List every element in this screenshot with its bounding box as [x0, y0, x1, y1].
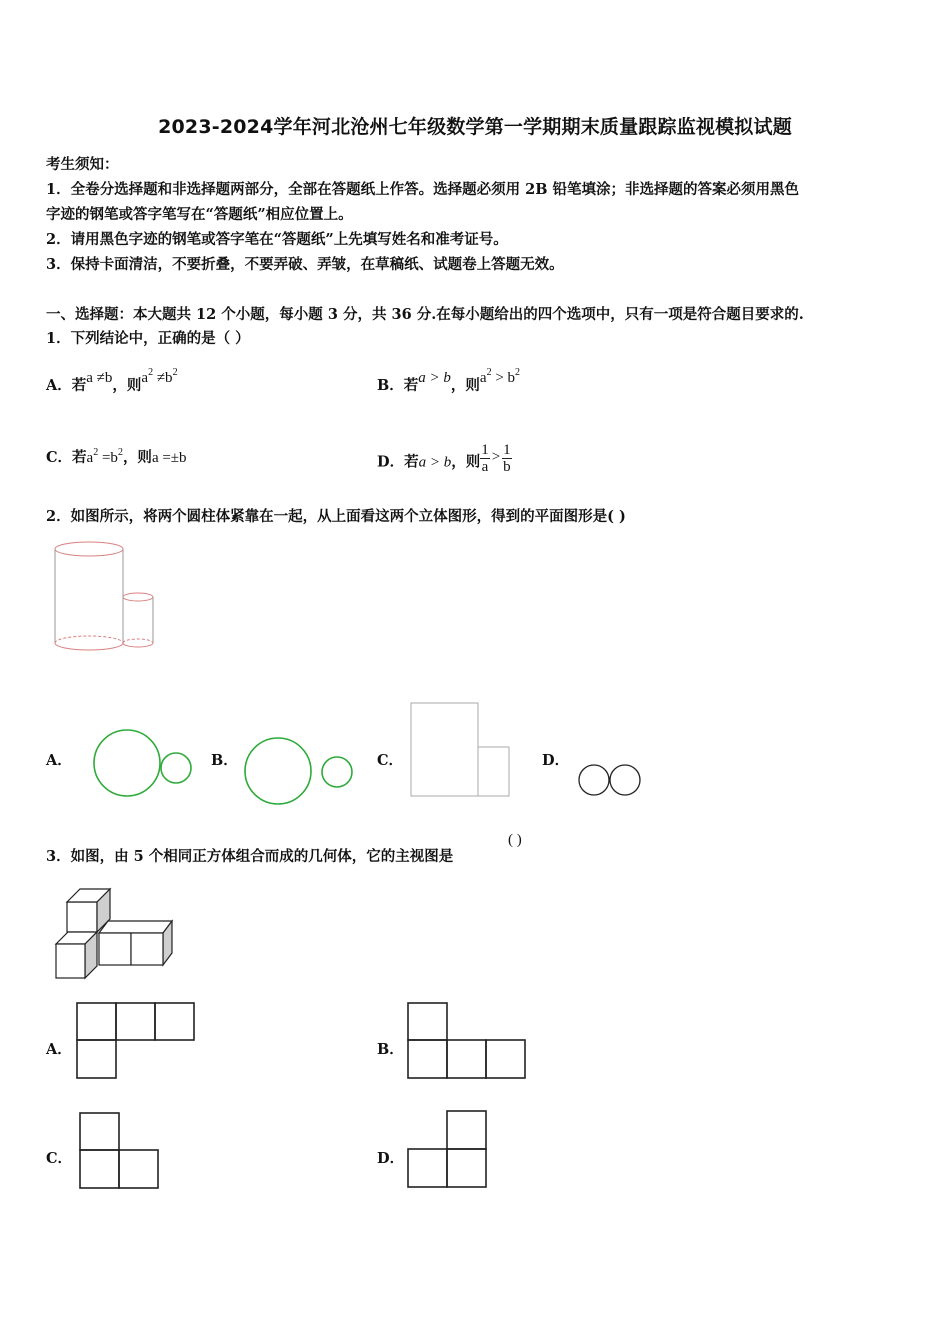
- q1-c-cond: $a^2 =b^2$: [86, 447, 123, 466]
- q1-d-cond: a > b: [418, 454, 452, 471]
- q1-option-b: [377, 367, 521, 395]
- q2-c-label: C．: [377, 752, 404, 769]
- q1-a-cond: a ≠b: [86, 370, 113, 386]
- q2-cylinders-figure: [48, 537, 163, 659]
- notice-line-2: 2．请用黑色字迹的钢笔或答字笔在“答题纸”上先填写姓名和准考证号。: [46, 231, 508, 248]
- q3-d-label: D．: [377, 1150, 405, 1167]
- q3-option-b-figure: [406, 1001, 530, 1081]
- large-cylinder-bottom-back: [55, 636, 123, 643]
- notice-line-1b: 字迹的钢笔或答字笔写在“答题纸”相应位置上。: [46, 206, 353, 223]
- q3-b-label: B．: [377, 1041, 404, 1058]
- q1-d-label: D．若: [377, 453, 419, 471]
- q1-option-a: [46, 367, 178, 395]
- q1-d-gt: >: [491, 448, 501, 465]
- q1-b-cond: a > b: [418, 370, 451, 386]
- small-cylinder-top: [123, 593, 153, 601]
- q2-option-b-figure: [242, 735, 357, 807]
- section-heading: 一、选择题：本大题共 12 个小题，每小题 3 分，共 36 分.在每小题给出的四个选项中，只有一项是符合题目要求的.: [46, 306, 804, 323]
- q1-c-result: a =±b: [151, 450, 187, 466]
- q3-c-label: C．: [46, 1150, 73, 1167]
- q3-a-label: A．: [46, 1041, 72, 1058]
- notice-line-1a: 1．全卷分选择题和非选择题两部分，全部在答题纸上作答。选择题必须用 2B 铅笔填涂；非选择题的答案必须用黑色: [46, 181, 800, 198]
- q2-option-a-figure: [90, 727, 195, 799]
- q3-stem: 3．如图，由 5 个相同正方体组合而成的几何体，它的主视图是: [46, 848, 454, 865]
- q2-d-label: D．: [542, 752, 570, 769]
- q1-d-fraction-2: $\frac{1}{b}$: [503, 442, 511, 475]
- large-cylinder-bottom-front: [55, 643, 123, 650]
- q1-d-then: ，则: [451, 453, 481, 471]
- q1-option-c: [46, 446, 187, 467]
- q1-a-then: ，则: [112, 377, 142, 394]
- q1-stem: 1．下列结论中，正确的是（ ）: [46, 330, 250, 347]
- q1-d-fraction-1: $\frac{1}{a}$: [481, 442, 489, 475]
- q3-answer-paren: ( ): [508, 832, 522, 848]
- large-cylinder-top: [55, 542, 123, 556]
- q2-option-c-figure: [408, 700, 512, 800]
- small-cylinder-bottom-front: [123, 643, 153, 647]
- q1-a-result: $a^2 \ne b^2$: [141, 367, 178, 386]
- q2-option-d-figure: [576, 762, 646, 800]
- q2-stem: 2．如图所示，将两个圆柱体紧靠在一起，从上面看这两个立体图形，得到的平面图形是( ): [46, 508, 626, 525]
- q1-a-label: A．若: [46, 377, 87, 394]
- q3-cubes-figure: [52, 886, 180, 981]
- q3-option-a-figure: [75, 1001, 197, 1081]
- page-title: 2023-2024学年河北沧州七年级数学第一学期期末质量跟踪监视模拟试题: [158, 116, 792, 138]
- q3-option-c-figure: [78, 1111, 162, 1191]
- q1-c-then: ，则: [122, 449, 152, 466]
- q1-b-result: $a^2 > b^2$: [479, 367, 521, 386]
- q1-c-label: C．若: [46, 449, 87, 466]
- q2-a-label: A．: [46, 752, 72, 769]
- small-cylinder-bottom-back: [123, 639, 153, 643]
- notice-heading: 考生须知：: [46, 156, 119, 173]
- q1-b-then: ，则: [450, 377, 480, 394]
- q3-option-d-figure: [406, 1109, 490, 1191]
- q1-b-label: B．若: [377, 377, 419, 394]
- q1-option-d: [377, 442, 512, 479]
- q2-b-label: B．: [211, 752, 238, 769]
- notice-line-3: 3．保持卡面清洁，不要折叠，不要弄破、弄皱，在草稿纸、试题卷上答题无效。: [46, 256, 564, 273]
